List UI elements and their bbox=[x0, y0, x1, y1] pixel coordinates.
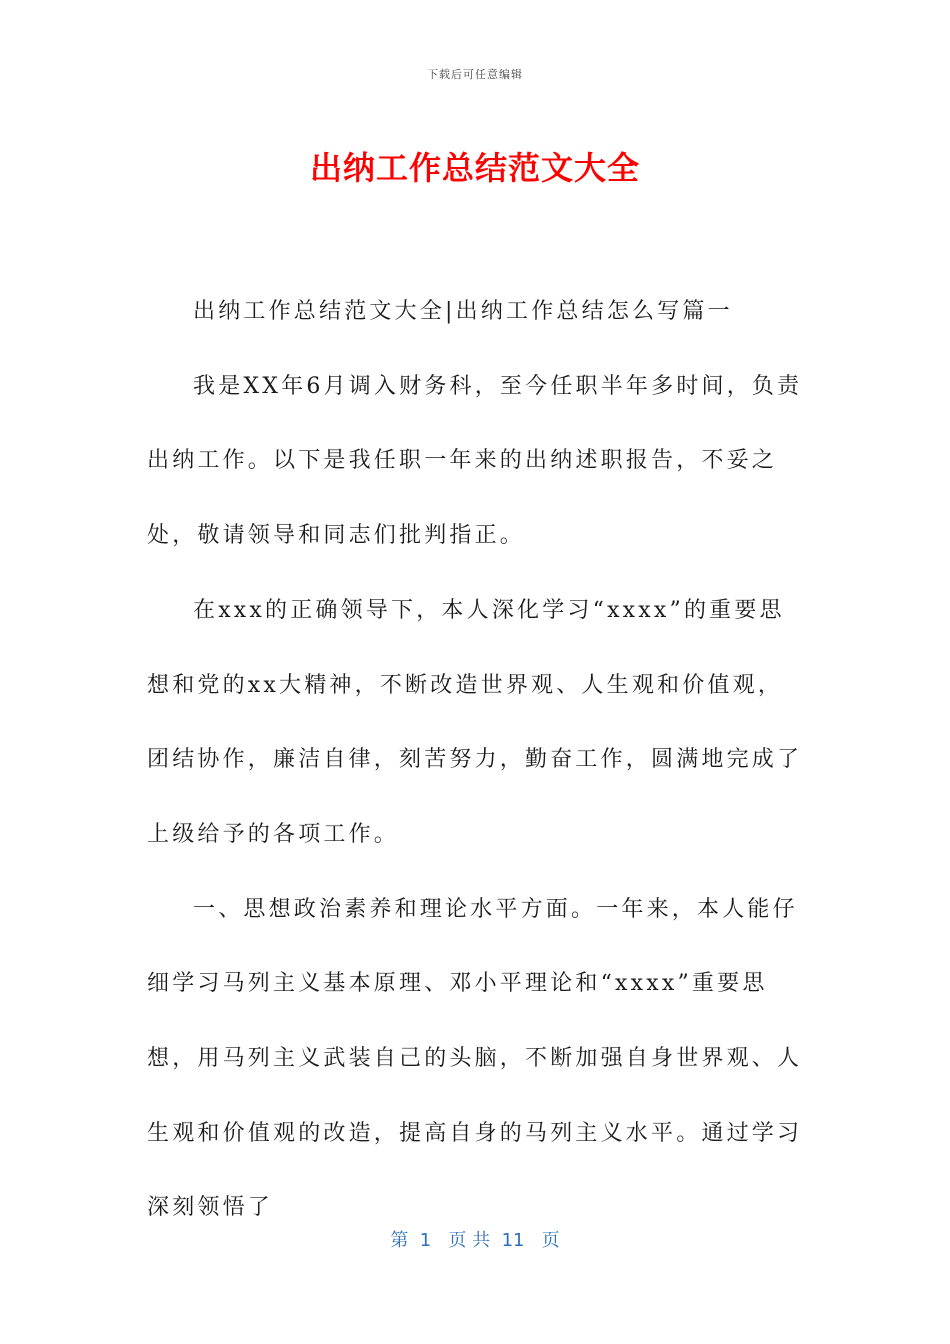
document-title: 出纳工作总结范文大全 bbox=[309, 149, 640, 187]
paragraph: 在xxx的正确领导下，本人深化学习“xxxx”的重要思想和党的xx大精神，不断改造世界观、人生观和价值观，团结协作，廉洁自律，刻苦努力，勤奋工作，圆满地完成了上级给予的各项工作。 bbox=[147, 597, 803, 847]
paragraph: 我是XX年6月调入财务科，至今任职半年多时间，负责出纳工作。以下是我任职一年来的出纳述职报告，不妥之处，敬请领导和同志们批判指正。 bbox=[147, 373, 803, 549]
page-number-footer: 第 1 页 共 11 页 bbox=[390, 1230, 560, 1251]
paragraph-heading: 出纳工作总结范文大全|出纳工作总结怎么写篇一 bbox=[193, 299, 733, 324]
document-body bbox=[147, 275, 807, 1246]
paragraph: 一、思想政治素养和理论水平方面。一年来，本人能仔细学习马列主义基本原理、邓小平理论和“xxxx”重要思想，用马列主义武装自己的头脑，不断加强自身世界观、人生观和价值观的改造，提高自身的马列主义水平。通过学习深刻领悟了 bbox=[147, 896, 803, 1221]
header-note: 下载后可任意编辑 bbox=[427, 68, 523, 81]
